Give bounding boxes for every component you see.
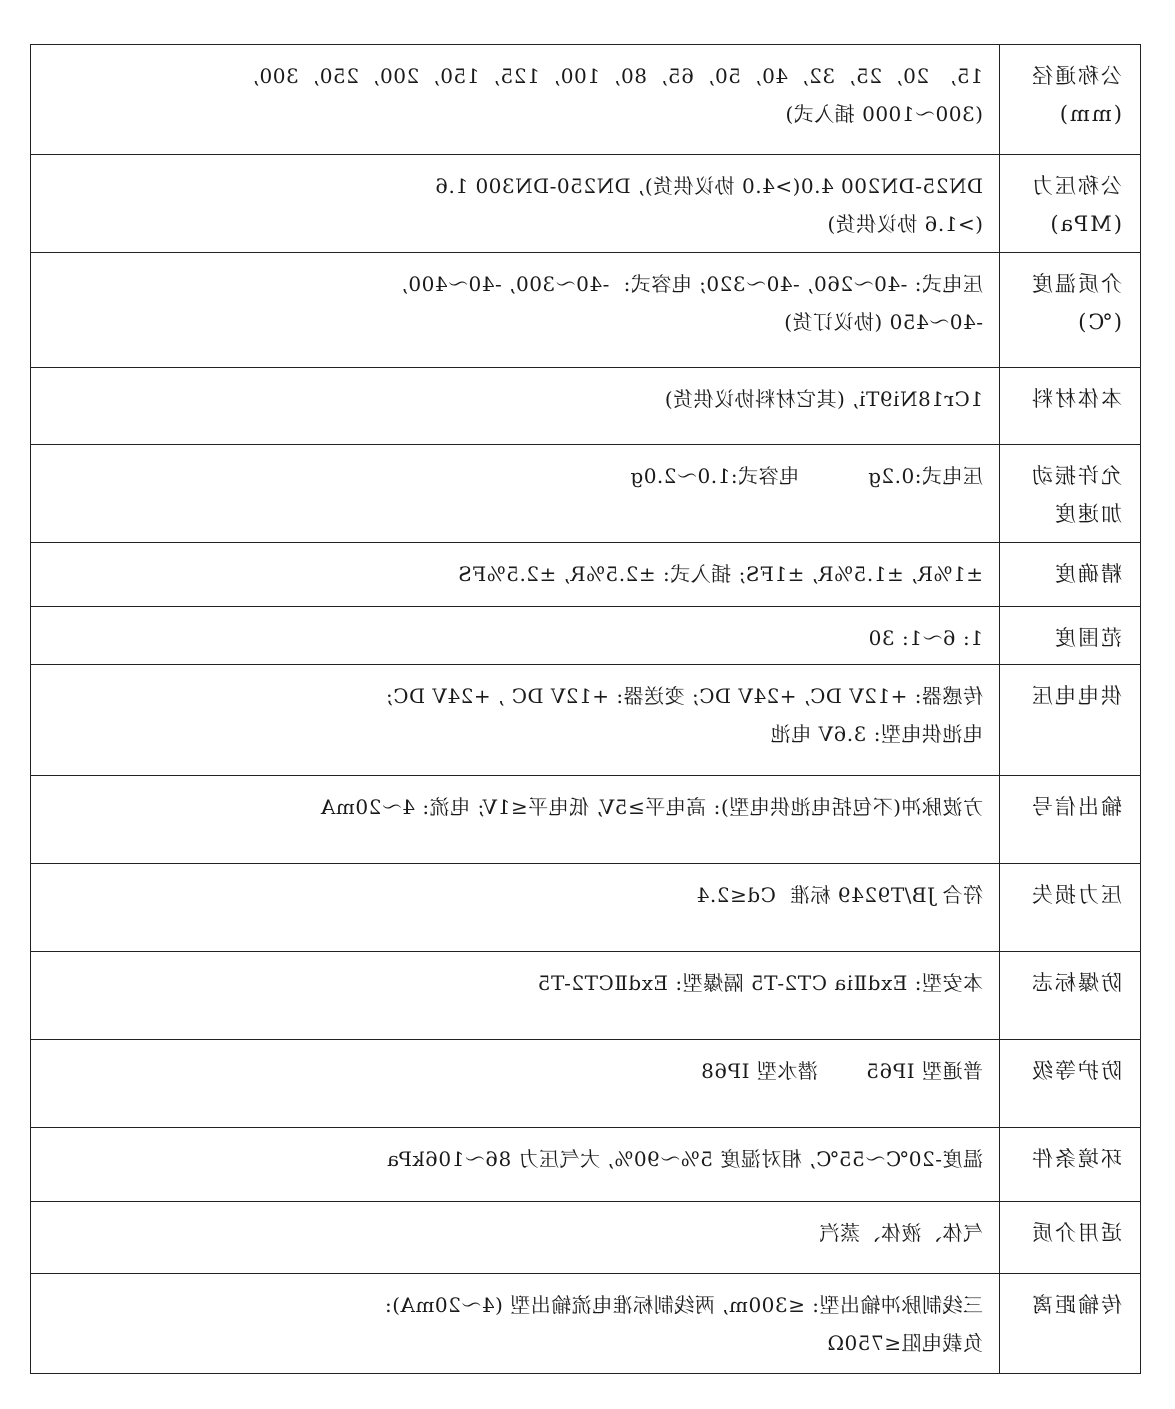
row-value-line: 普通型 IP65 潜水型 IP68 <box>700 1059 983 1083</box>
row-value-line: 传感器: +12V DC, +24V DC; 变送器: +12V DC , +24V DC; <box>385 684 983 708</box>
row-label-line: 输出信号 <box>1030 795 1122 819</box>
row-label-line: 传输距离 <box>1030 1293 1122 1317</box>
row-value-cell <box>31 864 1000 952</box>
row-value-line: 15, 20, 25, 32, 40, 50, 65, 80, 100, 125, 150, 200, 250, 300, <box>252 64 983 88</box>
spec-table <box>30 44 1141 1374</box>
row-label-line: 范围度 <box>1053 626 1122 650</box>
row-value-cell <box>31 155 1000 253</box>
row-label-cell <box>1000 253 1141 368</box>
row-value-cell <box>31 543 1000 607</box>
row-label-line: 允许振动 <box>1030 464 1122 488</box>
row-label-cell <box>1000 1128 1141 1202</box>
table-row <box>31 543 1141 607</box>
table-row <box>31 607 1141 665</box>
table-row <box>31 776 1141 864</box>
row-label-line: 介质温度 <box>1030 272 1122 296</box>
row-label-line: (mm) <box>1057 102 1122 126</box>
row-value-line: 三线制脉冲输出型: ≤300m, 两线制标准电流输出型 (4～20mA): <box>384 1293 983 1317</box>
row-label-line: 适用介质 <box>1030 1221 1122 1245</box>
row-label-line: 公称压力 <box>1030 174 1122 198</box>
row-label-cell <box>1000 665 1141 776</box>
table-row <box>31 45 1141 155</box>
table-row <box>31 1274 1141 1374</box>
row-value-line: 1: 6～1: 30 <box>868 626 983 650</box>
spec-table-body <box>31 45 1141 1374</box>
row-value-cell <box>31 1128 1000 1202</box>
row-value-cell <box>31 952 1000 1040</box>
row-label-cell <box>1000 155 1141 253</box>
table-row <box>31 155 1141 253</box>
row-label-line: 公称通径 <box>1030 64 1122 88</box>
row-value-line: DN25-DN200 4.0(>4.0 协议供货), DN250-DN300 1.6 <box>434 174 983 198</box>
row-value-cell <box>31 1040 1000 1128</box>
row-value-line: 气体、液体、蒸汽 <box>819 1221 983 1245</box>
table-row <box>31 1040 1141 1128</box>
row-value-cell <box>31 1202 1000 1274</box>
row-value-cell <box>31 776 1000 864</box>
table-row <box>31 1128 1141 1202</box>
row-label-line: 本体材料 <box>1030 387 1122 411</box>
row-value-line: (300～1000 插入式) <box>784 102 983 126</box>
row-value-line: ±1%R, ±1.5%R, ±1FS; 插入式: ±2.5%R, ±2.5%FS <box>457 562 983 586</box>
row-value-cell <box>31 665 1000 776</box>
row-value-cell <box>31 607 1000 665</box>
row-value-line: 压电式:0.2g 电容式:1.0～2.0g <box>629 464 983 488</box>
table-row <box>31 864 1141 952</box>
row-label-cell <box>1000 1274 1141 1374</box>
row-label-line: 防护等级 <box>1030 1059 1122 1083</box>
row-label-cell <box>1000 445 1141 543</box>
row-label-cell <box>1000 1040 1141 1128</box>
row-value-cell <box>31 1274 1000 1374</box>
row-label-cell <box>1000 776 1141 864</box>
row-label-cell <box>1000 864 1141 952</box>
row-value-line: 符合 JB/T9249 标准 Cd≤2.4 <box>696 883 983 907</box>
row-value-cell <box>31 45 1000 155</box>
row-value-line: 本安型: ExdⅡia CT2-T5 隔爆型: ExdⅡCT2-T5 <box>537 971 983 995</box>
row-value-line: -40～450 (协议订货) <box>783 310 983 334</box>
row-label-line: 防爆标志 <box>1030 971 1122 995</box>
row-value-line: (>1.6 协议供货) <box>826 212 983 236</box>
table-row <box>31 1202 1141 1274</box>
row-value-cell <box>31 253 1000 368</box>
row-label-line: (MPa) <box>1048 212 1122 236</box>
row-value-cell <box>31 368 1000 445</box>
row-value-cell <box>31 445 1000 543</box>
row-label-cell <box>1000 45 1141 155</box>
table-row <box>31 368 1141 445</box>
table-row <box>31 665 1141 776</box>
row-label-cell <box>1000 1202 1141 1274</box>
row-label-line: (℃) <box>1076 310 1122 334</box>
row-label-cell <box>1000 952 1141 1040</box>
row-value-line: 温度-20℃～55℃, 相对湿度 5%～90%, 大气压力 86～106kPa <box>386 1147 983 1171</box>
row-value-line: 电池供电型: 3.6V 电池 <box>770 722 983 746</box>
table-row <box>31 445 1141 543</box>
row-label-line: 环境条件 <box>1030 1147 1122 1171</box>
row-value-line: 1Cr18Ni9Ti, (其它材料协议供货) <box>664 387 983 411</box>
row-label-cell <box>1000 543 1141 607</box>
row-value-line: 负载电阻≤750Ω <box>826 1331 983 1355</box>
row-value-line: 压电式: -40～260, -40～320; 电容式: -40～300, -40～400, <box>401 272 983 296</box>
row-label-line: 压力损失 <box>1030 883 1122 907</box>
table-row <box>31 952 1141 1040</box>
row-label-cell <box>1000 607 1141 665</box>
row-label-cell <box>1000 368 1141 445</box>
row-label-line: 精确度 <box>1053 562 1122 586</box>
row-label-line: 供电电压 <box>1030 684 1122 708</box>
row-label-line: 加速度 <box>1053 502 1122 526</box>
row-value-line: 方波脉冲(不包括电池供电型): 高电平≥5V, 低电平≤1V; 电流: 4～20mA <box>320 795 983 819</box>
table-row <box>31 253 1141 368</box>
